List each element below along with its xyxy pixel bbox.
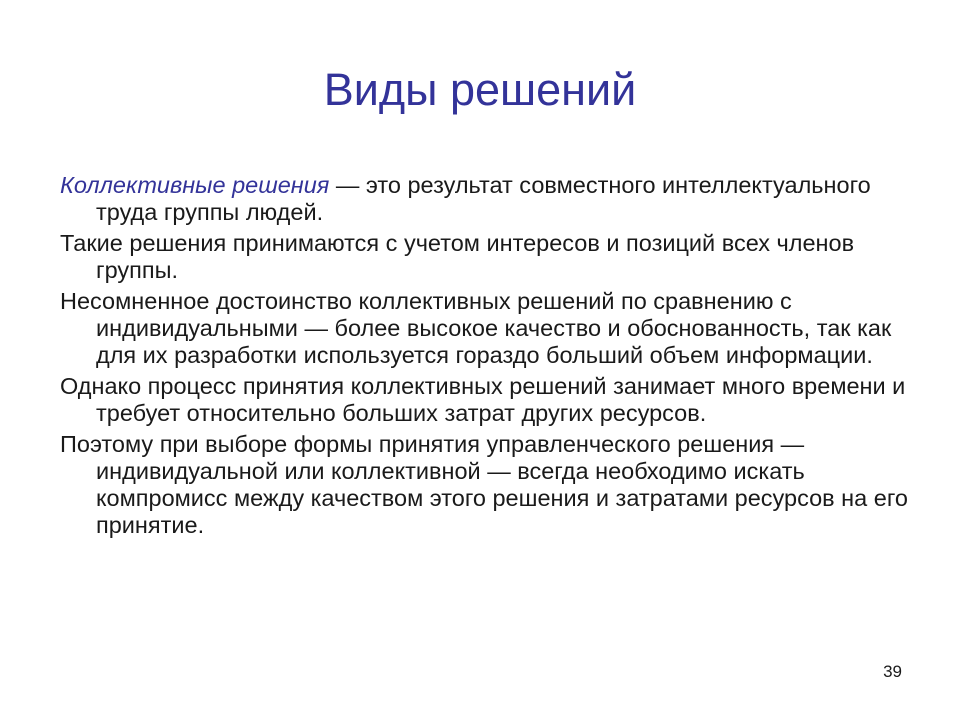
paragraph-advantage: Несомненное достоинство коллективных решений по сравнению с индивидуальными — более высокое качество и обоснованность, так как для их разработки используется гораздо больший объем информации. xyxy=(60,288,892,368)
paragraph-drawback: Однако процесс принятия коллективных решений занимает много времени и требует относительно больших затрат других ресурсов. xyxy=(60,373,906,426)
emphasis-term: Коллективные решения xyxy=(60,172,330,198)
slide-title: Виды решений xyxy=(323,64,637,115)
paragraph-consideration: Такие решения принимаются с учетом интересов и позиций всех членов группы. xyxy=(60,230,855,283)
page-number: 39 xyxy=(883,662,902,681)
paragraph-compromise: Поэтому при выборе формы принятия управленческого решения — индивидуальной или коллективной — всегда необходимо искать компромисс между качеством этого решения и затратами ресурсов на его принятие. xyxy=(60,431,908,538)
slide-body xyxy=(60,172,910,543)
paragraph-collective-definition xyxy=(60,172,910,226)
paragraph-text: — это результат совместного интеллектуального труда группы людей. xyxy=(96,172,871,225)
